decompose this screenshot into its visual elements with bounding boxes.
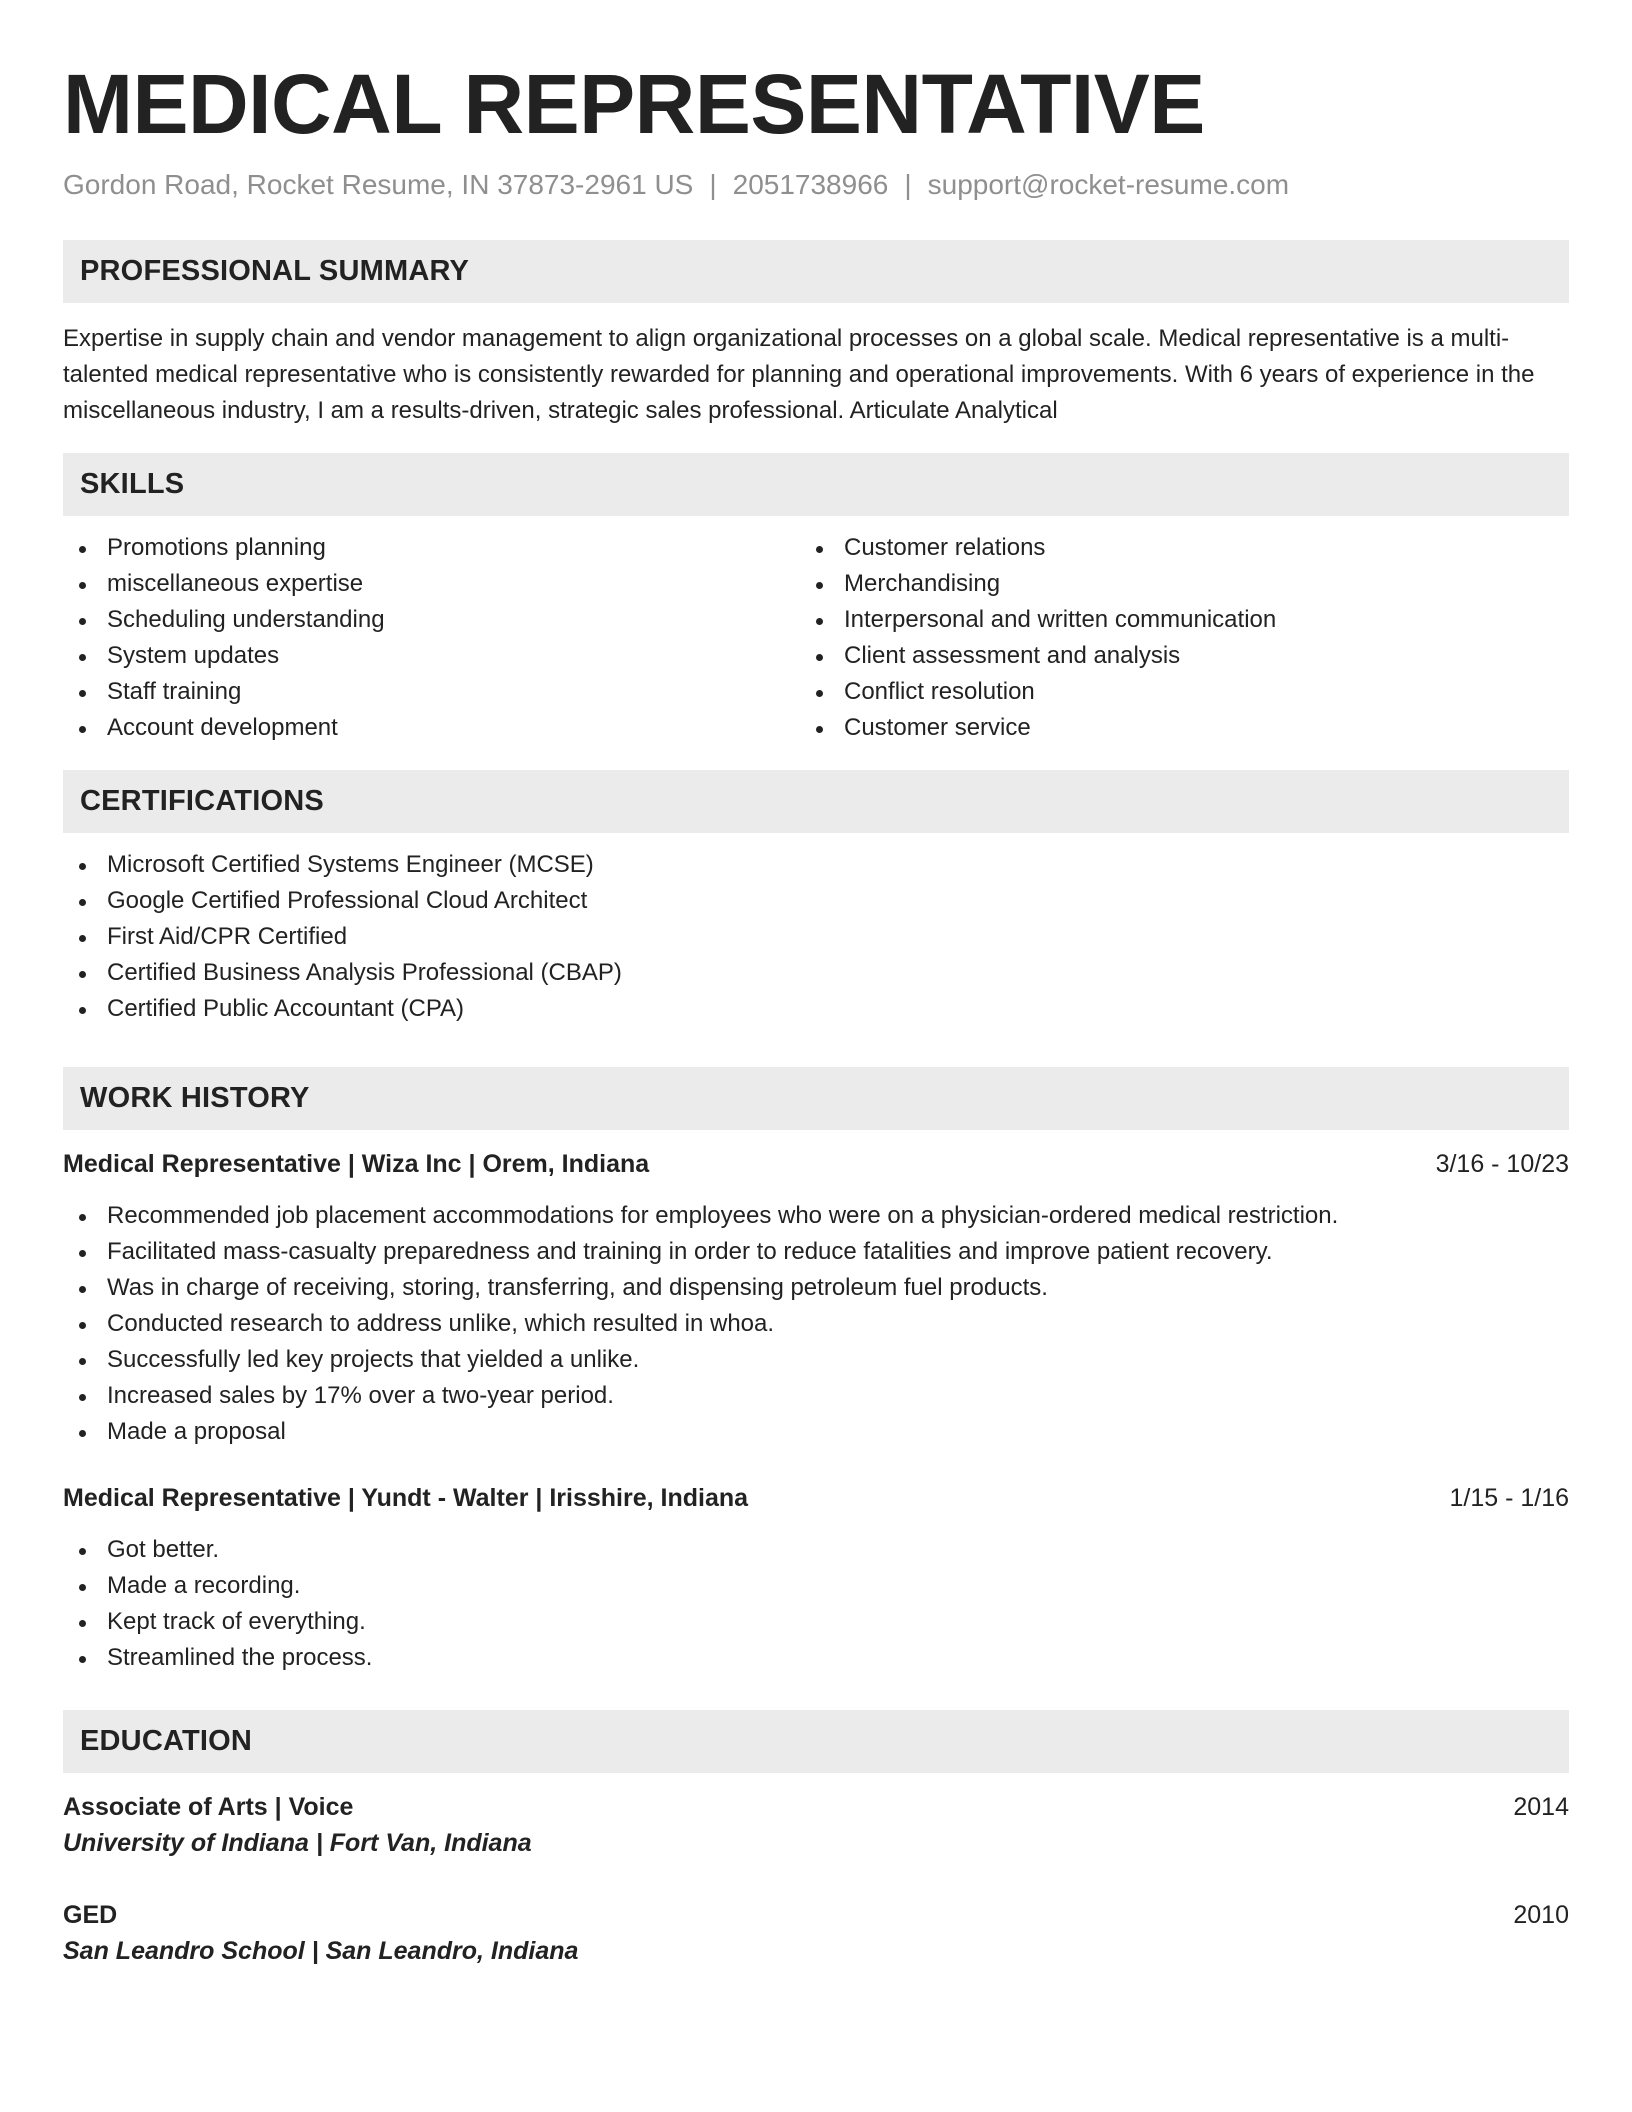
job-bullet: Facilitated mass-casualty preparedness and training in order to reduce fatalities and improve patient recovery. [63, 1234, 1569, 1270]
skill-item: Staff training [63, 674, 800, 710]
contact-line [63, 168, 1569, 202]
job-entry [63, 1146, 1569, 1450]
skill-item: Merchandising [800, 566, 1537, 602]
job-bullet: Recommended job placement accommodations for employees who were on a physician-ordered medical restriction. [63, 1198, 1569, 1234]
skill-item: Client assessment and analysis [800, 638, 1537, 674]
job-dates: 3/16 - 10/23 [1435, 1150, 1569, 1178]
contact-separator: | [709, 169, 717, 200]
education-entry [63, 1789, 1569, 1861]
skills-columns [63, 530, 1569, 746]
skill-item: Conflict resolution [800, 674, 1537, 710]
skill-item: Account development [63, 710, 800, 746]
job-bullet: Was in charge of receiving, storing, transferring, and dispensing petroleum fuel products. [63, 1270, 1569, 1306]
education-year: 2014 [1513, 1793, 1569, 1821]
summary-text: Expertise in supply chain and vendor management to align organizational processes on a global scale. Medical representative is a multi-talented medical representative who is consistently rewarded for planning and operational improvements. With 6 years of experience in the miscellaneous industry, I am a results-driven, strategic sales professional. Articulate Analytical [63, 325, 1535, 424]
skill-item: Interpersonal and written communication [800, 602, 1537, 638]
skill-item: Promotions planning [63, 530, 800, 566]
contact-email: support@rocket-resume.com [927, 169, 1290, 200]
education-header [63, 1789, 1569, 1825]
education-school: University of Indiana | Fort Van, Indiana [63, 1829, 532, 1857]
skill-item: Scheduling understanding [63, 602, 800, 638]
skill-item: System updates [63, 638, 800, 674]
job-bullet: Streamlined the process. [63, 1640, 1569, 1676]
job-dates: 1/15 - 1/16 [1449, 1484, 1569, 1512]
job-bullet: Successfully led key projects that yielded a unlike. [63, 1342, 1569, 1378]
section-heading-summary: PROFESSIONAL SUMMARY [63, 240, 1569, 303]
job-bullet: Conducted research to address unlike, which resulted in whoa. [63, 1306, 1569, 1342]
job-bullet: Kept track of everything. [63, 1604, 1569, 1640]
education-header [63, 1897, 1569, 1933]
section-heading-skills: SKILLS [63, 453, 1569, 516]
job-bullet: Increased sales by 17% over a two-year period. [63, 1378, 1569, 1414]
job-entry [63, 1480, 1569, 1676]
education-year: 2010 [1513, 1901, 1569, 1929]
skill-item: Customer service [800, 710, 1537, 746]
contact-phone: 2051738966 [732, 169, 889, 200]
job-header [63, 1480, 1569, 1516]
job-bullets [63, 1198, 1569, 1450]
education-school: San Leandro School | San Leandro, Indiana [63, 1937, 579, 1965]
certification-item: Google Certified Professional Cloud Architect [63, 883, 1569, 919]
education-degree: GED [63, 1901, 118, 1929]
job-bullet: Made a recording. [63, 1568, 1569, 1604]
skill-item: miscellaneous expertise [63, 566, 800, 602]
job-header [63, 1146, 1569, 1182]
resume-name: MEDICAL REPRESENTATIVE [63, 57, 1205, 151]
certification-item: Microsoft Certified Systems Engineer (MCSE) [63, 847, 1569, 883]
job-bullets [63, 1532, 1569, 1676]
section-heading-work-history: WORK HISTORY [63, 1067, 1569, 1130]
education-degree: Associate of Arts | Voice [63, 1793, 354, 1821]
job-title: Medical Representative | Wiza Inc | Orem, Indiana [63, 1150, 650, 1178]
job-title: Medical Representative | Yundt - Walter | Irisshire, Indiana [63, 1484, 749, 1512]
section-heading-certifications: CERTIFICATIONS [63, 770, 1569, 833]
certification-item: Certified Business Analysis Professional (CBAP) [63, 955, 1569, 991]
section-heading-education: EDUCATION [63, 1710, 1569, 1773]
skills-list-left [63, 530, 800, 746]
certification-item: First Aid/CPR Certified [63, 919, 1569, 955]
certifications-list [63, 847, 1569, 1027]
contact-address: Gordon Road, Rocket Resume, IN 37873-2961 US [63, 169, 694, 200]
certification-item: Certified Public Accountant (CPA) [63, 991, 1569, 1027]
skill-item: Customer relations [800, 530, 1537, 566]
job-bullet: Got better. [63, 1532, 1569, 1568]
education-entry [63, 1897, 1569, 1969]
skills-list-right [800, 530, 1537, 746]
contact-separator: | [904, 169, 912, 200]
job-bullet: Made a proposal [63, 1414, 1569, 1450]
